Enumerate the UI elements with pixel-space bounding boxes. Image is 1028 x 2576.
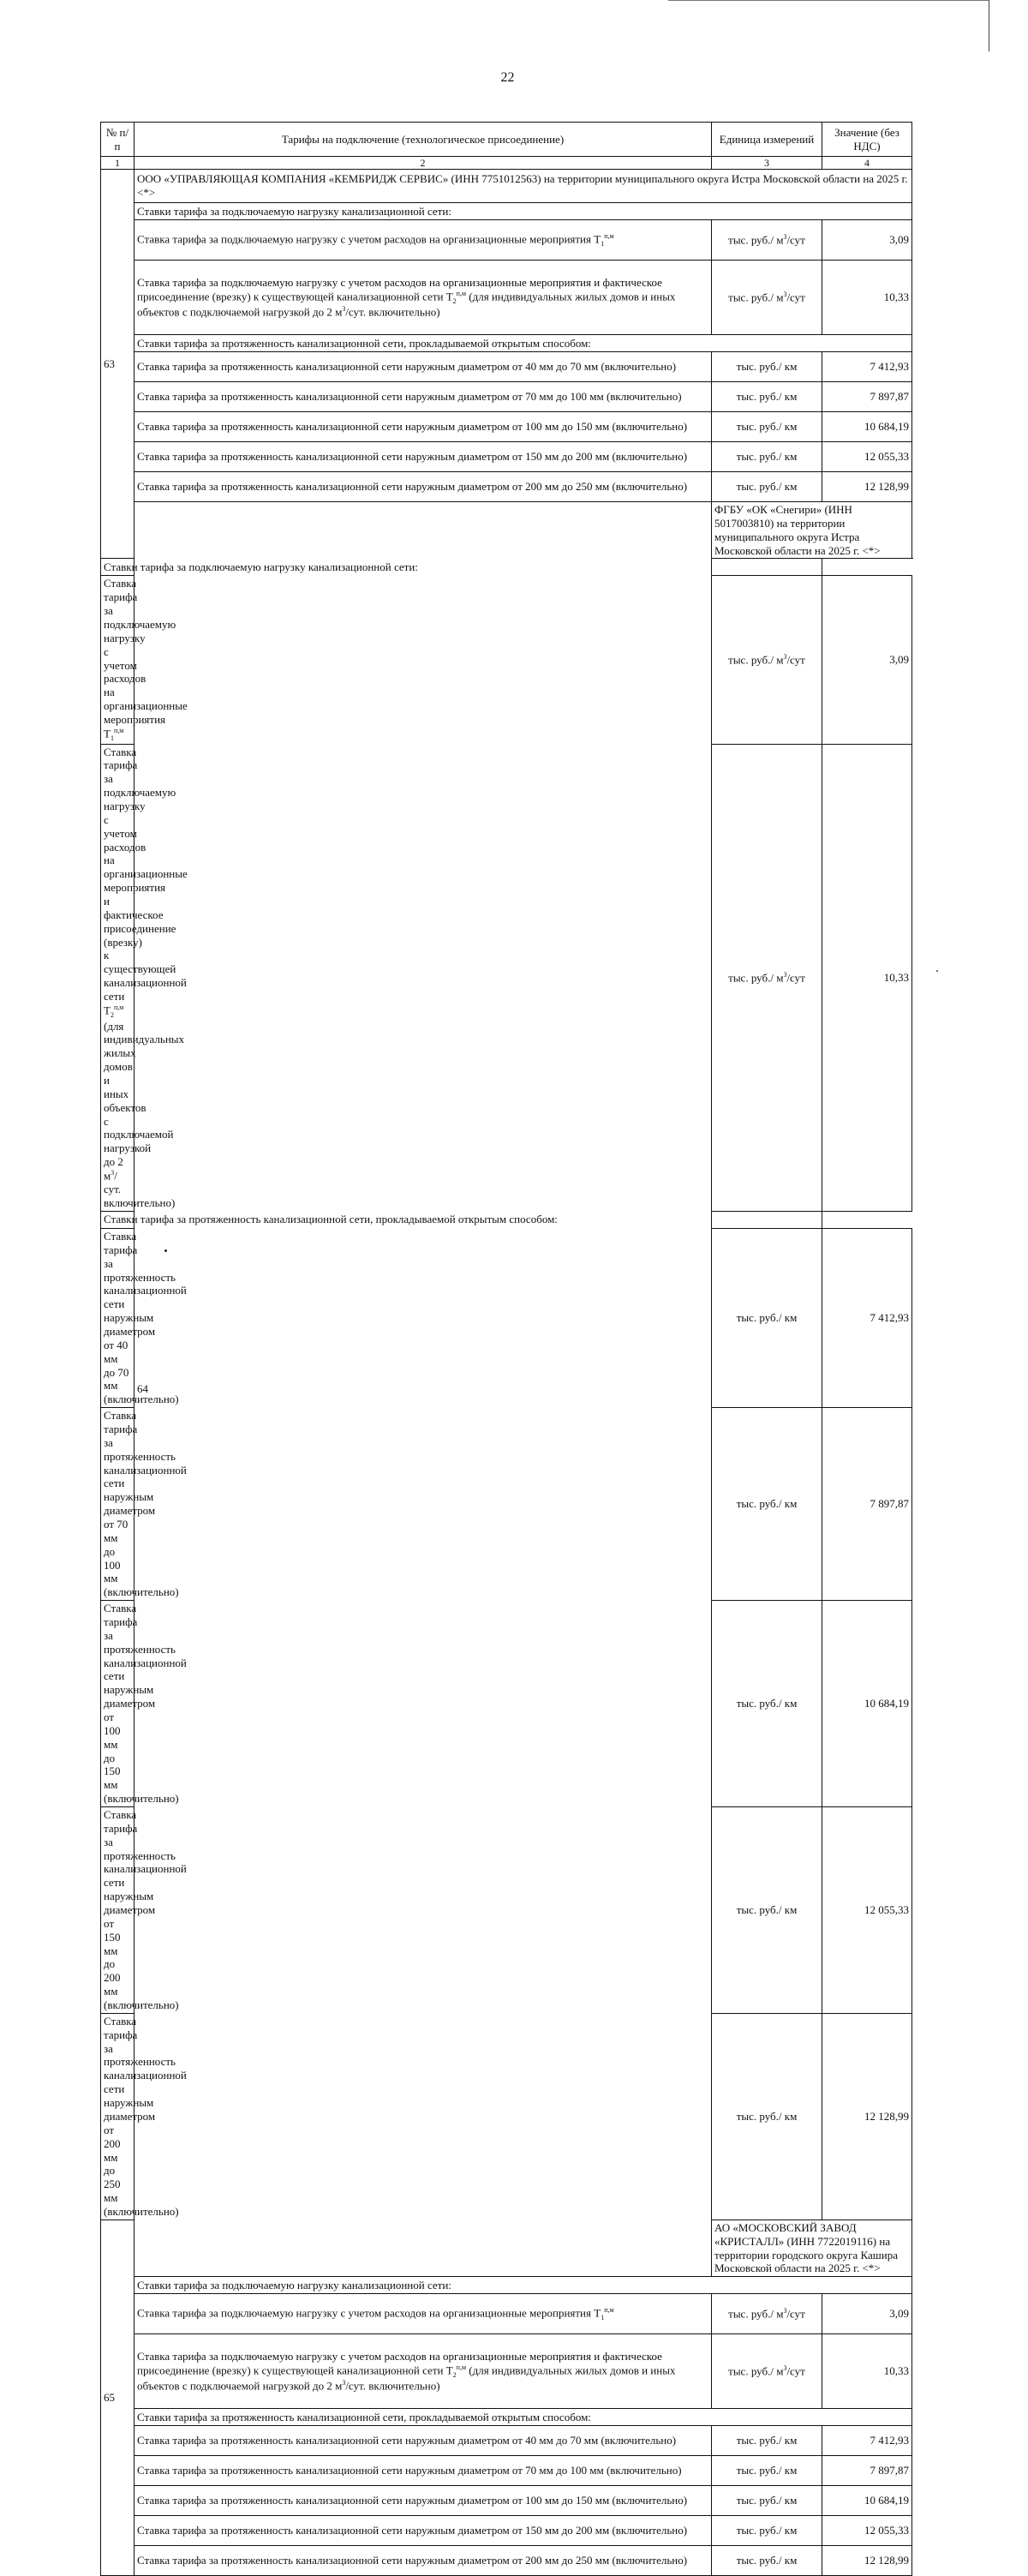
- pipe-tariff-unit: тыс. руб./ км: [712, 472, 822, 502]
- pipe-tariff-description: Ставка тарифа за протяженность канализационной сети наружным диаметром от 200 мм до 250 мм (включительно): [134, 472, 712, 502]
- header-index-3: 3: [712, 157, 822, 170]
- pipe-tariff-unit: тыс. руб./ км: [712, 442, 822, 472]
- org-title: АО «МОСКОВСКИЙ ЗАВОД «КРИСТАЛЛ» (ИНН 7722019116) на территории городского округа Кашира Московской области на 2025 г. <*>: [712, 2220, 912, 2276]
- tariff-t2-superscript-cube: 3: [111, 1169, 115, 1177]
- pipe-tariff-value: 7 897,87: [822, 382, 912, 412]
- pipe-subheading: Ставки тарифа за протяженность канализационной сети, прокладываемой открытым способом:: [101, 1211, 822, 1228]
- unit-suffix: /сут: [786, 653, 805, 667]
- scan-speck: [164, 1249, 167, 1252]
- pipe-tariff-unit: тыс. руб./ км: [712, 1807, 822, 2014]
- unit-superscript: 3: [783, 290, 787, 298]
- load-subheading: Ставки тарифа за подключаемую нагрузку канализационной сети:: [134, 2277, 912, 2294]
- tariff-t1-subscript: 1: [601, 2313, 605, 2321]
- pipe-tariff-description: Ставка тарифа за протяженность канализационной сети наружным диаметром от 40 мм до 70 мм (включительно): [134, 352, 712, 382]
- tariff-t2-unit: [712, 744, 822, 1211]
- page-number: 22: [500, 70, 515, 85]
- pipe-tariff-row: [101, 2546, 912, 2576]
- tariff-t2-superscript: п,м: [113, 1003, 124, 1011]
- tariff-t2-value: 10,33: [822, 744, 912, 1211]
- org-title: ООО «УПРАВЛЯЮЩАЯ КОМПАНИЯ «КЕМБРИДЖ СЕРВИС» (ИНН 7751012563) на территории муниципального округа Истра Московской области на 2025 г. <*>: [134, 170, 912, 203]
- pipe-tariff-value: 12 055,33: [822, 1807, 912, 2014]
- org-title: ФГБУ «ОК «Снегири» (ИНН 5017003810) на территории муниципального округа Истра Московской области на 2025 г. <*>: [712, 502, 912, 559]
- pipe-tariff-unit: тыс. руб./ км: [712, 2546, 822, 2576]
- pipe-tariff-unit: тыс. руб./ км: [712, 2426, 822, 2456]
- scan-speck: [936, 970, 938, 972]
- subheading-row: [101, 559, 912, 576]
- pipe-tariff-unit: тыс. руб./ км: [712, 412, 822, 442]
- pipe-tariff-description: Ставка тарифа за протяженность канализационной сети наружным диаметром от 150 мм до 200 мм (включительно): [134, 2516, 712, 2546]
- pipe-tariff-value: 7 412,93: [822, 2426, 912, 2456]
- header-index-1: 1: [101, 157, 134, 170]
- unit-superscript: 3: [783, 232, 787, 241]
- org-row: [101, 170, 912, 203]
- pipe-tariff-unit: тыс. руб./ км: [712, 1228, 822, 1407]
- pipe-tariff-value: 7 412,93: [822, 352, 912, 382]
- unit-text: тыс. руб./ м: [728, 2307, 784, 2321]
- subheading-row: [101, 2409, 912, 2426]
- header-col-tariff: Тарифы на подключение (технологическое присоединение): [134, 123, 712, 157]
- tariff-t1-value: 3,09: [822, 576, 912, 744]
- unit-text: тыс. руб./ м: [728, 970, 784, 984]
- pipe-tariff-description: Ставка тарифа за протяженность канализационной сети наружным диаметром от 150 мм до 200 мм (включительно): [101, 1807, 134, 2014]
- pipe-tariff-description: Ставка тарифа за протяженность канализационной сети наружным диаметром от 70 мм до 100 мм (включительно): [134, 382, 712, 412]
- tariff-t2-text-end: /сут. включительно): [345, 2379, 440, 2393]
- pipe-tariff-description: Ставка тарифа за протяженность канализационной сети наружным диаметром от 200 мм до 250 мм (включительно): [134, 2546, 712, 2576]
- pipe-tariff-row: [101, 382, 912, 412]
- unit-superscript: 3: [783, 652, 787, 661]
- tariff-t1-description: [134, 2294, 712, 2334]
- pipe-tariff-unit: тыс. руб./ км: [712, 2013, 822, 2220]
- pipe-tariff-description: Ставка тарифа за протяженность канализационной сети наружным диаметром от 70 мм до 100 мм (включительно): [101, 1408, 134, 1601]
- pipe-tariff-description: Ставка тарифа за протяженность канализационной сети наружным диаметром от 40 мм до 70 мм (включительно): [101, 1228, 134, 1407]
- tariff-t2-unit: [712, 261, 822, 335]
- tariff-t1-unit: [712, 2294, 822, 2334]
- tariff-t2-description: [134, 2334, 712, 2409]
- subheading-row: [101, 2277, 912, 2294]
- pipe-tariff-value: 10 684,19: [822, 2486, 912, 2516]
- row-number: 64: [134, 502, 712, 2277]
- pipe-tariff-row: [101, 412, 912, 442]
- tariff-t2-value: 10,33: [822, 261, 912, 335]
- tariff-t1-superscript: п,м: [604, 2305, 614, 2314]
- pipe-tariff-row: [101, 472, 912, 502]
- pipe-tariff-unit: тыс. руб./ км: [712, 1601, 822, 1807]
- tariff-t2-superscript-cube: 3: [342, 2379, 346, 2387]
- subheading-row: [101, 203, 912, 220]
- tariff-t1-unit: [712, 576, 822, 744]
- pipe-tariff-description: Ставка тарифа за протяженность канализационной сети наружным диаметром от 100 мм до 150 мм (включительно): [134, 2486, 712, 2516]
- subheading-row: [101, 1211, 912, 1228]
- tariff-t2-description: [134, 261, 712, 335]
- pipe-tariff-value: 12 128,99: [822, 2546, 912, 2576]
- pipe-tariff-row: [101, 2426, 912, 2456]
- tariff-row-t2: [101, 2334, 912, 2409]
- pipe-tariff-value: 10 684,19: [822, 1601, 912, 1807]
- tariff-t1-superscript: п,м: [113, 726, 124, 734]
- tariff-t2-subscript: 2: [452, 297, 457, 305]
- org-row: [101, 502, 912, 559]
- tariff-t2-text: Ставка тарифа за подключаемую нагрузку с учетом расходов на организационные мероприятия и фактическое присоединение (врезку) к существующей канализационной сети Т: [137, 275, 662, 303]
- pipe-tariff-row: [101, 352, 912, 382]
- pipe-tariff-value: 12 128,99: [822, 2013, 912, 2220]
- pipe-tariff-unit: тыс. руб./ км: [712, 2486, 822, 2516]
- pipe-subheading: Ставки тарифа за протяженность канализационной сети, прокладываемой открытым способом:: [134, 2409, 912, 2426]
- unit-suffix: /сут: [786, 970, 805, 984]
- tariff-t2-superscript: п,м: [456, 2363, 467, 2371]
- tariff-t1-description: [134, 220, 712, 261]
- pipe-tariff-unit: тыс. руб./ км: [712, 352, 822, 382]
- row-number: 65: [101, 2220, 134, 2575]
- unit-superscript: 3: [783, 970, 787, 979]
- pipe-tariff-value: 7 412,93: [822, 1228, 912, 1407]
- unit-superscript: 3: [783, 2364, 787, 2373]
- header-index-2: 2: [134, 157, 712, 170]
- tariff-t1-value: 3,09: [822, 2294, 912, 2334]
- subheading-row: [101, 335, 912, 352]
- row-number: 63: [101, 170, 134, 559]
- pipe-tariff-value: 10 684,19: [822, 412, 912, 442]
- unit-superscript: 3: [783, 2307, 787, 2315]
- unit-text: тыс. руб./ м: [728, 233, 784, 247]
- unit-suffix: /сут: [786, 2364, 805, 2378]
- tariff-row-t2: [101, 261, 912, 335]
- tariff-t2-text-cont: (для индивидуальных жилых домов и иных объектов с подключаемой нагрузкой до 2 м: [137, 289, 676, 319]
- pipe-subheading: Ставки тарифа за протяженность канализационной сети, прокладываемой открытым способом:: [134, 335, 912, 352]
- tariff-t1-description: [101, 576, 188, 744]
- tariff-t2-description: [101, 744, 188, 1211]
- pipe-tariff-description: Ставка тарифа за протяженность канализационной сети наружным диаметром от 150 мм до 200 мм (включительно): [134, 442, 712, 472]
- tariff-t1-subscript: 1: [601, 239, 605, 248]
- tariff-t2-subscript: 2: [110, 1010, 114, 1019]
- tariff-t2-superscript: п,м: [456, 289, 467, 297]
- tariff-t1-subscript: 1: [110, 734, 114, 742]
- pipe-tariff-description: Ставка тарифа за протяженность канализационной сети наружным диаметром от 70 мм до 100 мм (включительно): [134, 2456, 712, 2486]
- pipe-tariff-row: [101, 442, 912, 472]
- tariff-t1-text: Ставка тарифа за подключаемую нагрузку с учетом расходов на организационные мероприятия Т: [137, 2306, 601, 2320]
- load-subheading: Ставки тарифа за подключаемую нагрузку канализационной сети:: [134, 203, 912, 220]
- header-index-row: [101, 157, 912, 170]
- tariff-t2-superscript-cube: 3: [342, 305, 346, 314]
- pipe-tariff-unit: тыс. руб./ км: [712, 2456, 822, 2486]
- pipe-tariff-unit: тыс. руб./ км: [712, 382, 822, 412]
- pipe-tariff-value: 12 128,99: [822, 472, 912, 502]
- tariff-t1-value: 3,09: [822, 220, 912, 261]
- unit-text: тыс. руб./ м: [728, 653, 784, 667]
- tariff-table: [100, 122, 912, 2576]
- header-col-unit: Единица измерений: [712, 123, 822, 157]
- header-index-4: 4: [822, 157, 912, 170]
- tariff-t2-text: Ставка тарифа за подключаемую нагрузку с учетом расходов на организационные мероприятия и фактическое присоединение (врезку) к существующей канализационной сети Т: [104, 745, 188, 1017]
- pipe-tariff-row: [101, 2456, 912, 2486]
- tariff-t2-text-end: /сут. включительно): [104, 1169, 176, 1210]
- pipe-tariff-row: [101, 2486, 912, 2516]
- header-col-number: № п/п: [101, 123, 134, 157]
- tariff-row-t1: [101, 220, 912, 261]
- tariff-t1-text: Ставка тарифа за подключаемую нагрузку с учетом расходов на организационные мероприятия Т: [104, 577, 188, 740]
- tariff-t2-value: 10,33: [822, 2334, 912, 2409]
- pipe-tariff-description: Ставка тарифа за протяженность канализационной сети наружным диаметром от 200 мм до 250 мм (включительно): [101, 2013, 134, 2220]
- unit-suffix: /сут: [786, 2307, 805, 2321]
- tariff-row-t1: [101, 2294, 912, 2334]
- pipe-tariff-row: [101, 2516, 912, 2546]
- header-col-value: Значение (без НДС): [822, 123, 912, 157]
- pipe-tariff-unit: тыс. руб./ км: [712, 2516, 822, 2546]
- tariff-t2-unit: [712, 2334, 822, 2409]
- unit-text: тыс. руб./ м: [728, 291, 784, 304]
- header-row: [101, 123, 912, 157]
- unit-suffix: /сут: [786, 291, 805, 304]
- pipe-tariff-unit: тыс. руб./ км: [712, 1408, 822, 1601]
- pipe-tariff-value: 7 897,87: [822, 2456, 912, 2486]
- tariff-t1-text: Ставка тарифа за подключаемую нагрузку с учетом расходов на организационные мероприятия Т: [137, 231, 601, 245]
- pipe-tariff-description: Ставка тарифа за протяженность канализационной сети наружным диаметром от 100 мм до 150 мм (включительно): [134, 412, 712, 442]
- pipe-tariff-value: 12 055,33: [822, 442, 912, 472]
- tariff-t1-unit: [712, 220, 822, 261]
- tariff-t2-text-end: /сут. включительно): [345, 305, 440, 319]
- tariff-table-body: [101, 123, 912, 2576]
- pipe-tariff-description: Ставка тарифа за протяженность канализационной сети наружным диаметром от 100 мм до 150 мм (включительно): [101, 1601, 134, 1807]
- tariff-t2-subscript: 2: [452, 2370, 457, 2379]
- scan-top-rule: [668, 0, 989, 1]
- tariff-t2-text-cont: (для индивидуальных жилых домов и иных объектов с подключаемой нагрузкой до 2 м: [104, 1019, 185, 1183]
- pipe-tariff-description: Ставка тарифа за протяженность канализационной сети наружным диаметром от 40 мм до 70 мм (включительно): [134, 2426, 712, 2456]
- tariff-t2-text-cont: (для индивидуальных жилых домов и иных объектов с подключаемой нагрузкой до 2 м: [137, 2363, 676, 2393]
- unit-text: тыс. руб./ м: [728, 2364, 784, 2378]
- pipe-tariff-value: 7 897,87: [822, 1408, 912, 1601]
- unit-suffix: /сут: [786, 233, 805, 247]
- pipe-tariff-value: 12 055,33: [822, 2516, 912, 2546]
- tariff-t1-superscript: п,м: [604, 231, 614, 240]
- tariff-t2-text: Ставка тарифа за подключаемую нагрузку с учетом расходов на организационные мероприятия и фактическое присоединение (врезку) к существующей канализационной сети Т: [137, 2349, 662, 2377]
- load-subheading: Ставки тарифа за подключаемую нагрузку канализационной сети:: [101, 559, 822, 576]
